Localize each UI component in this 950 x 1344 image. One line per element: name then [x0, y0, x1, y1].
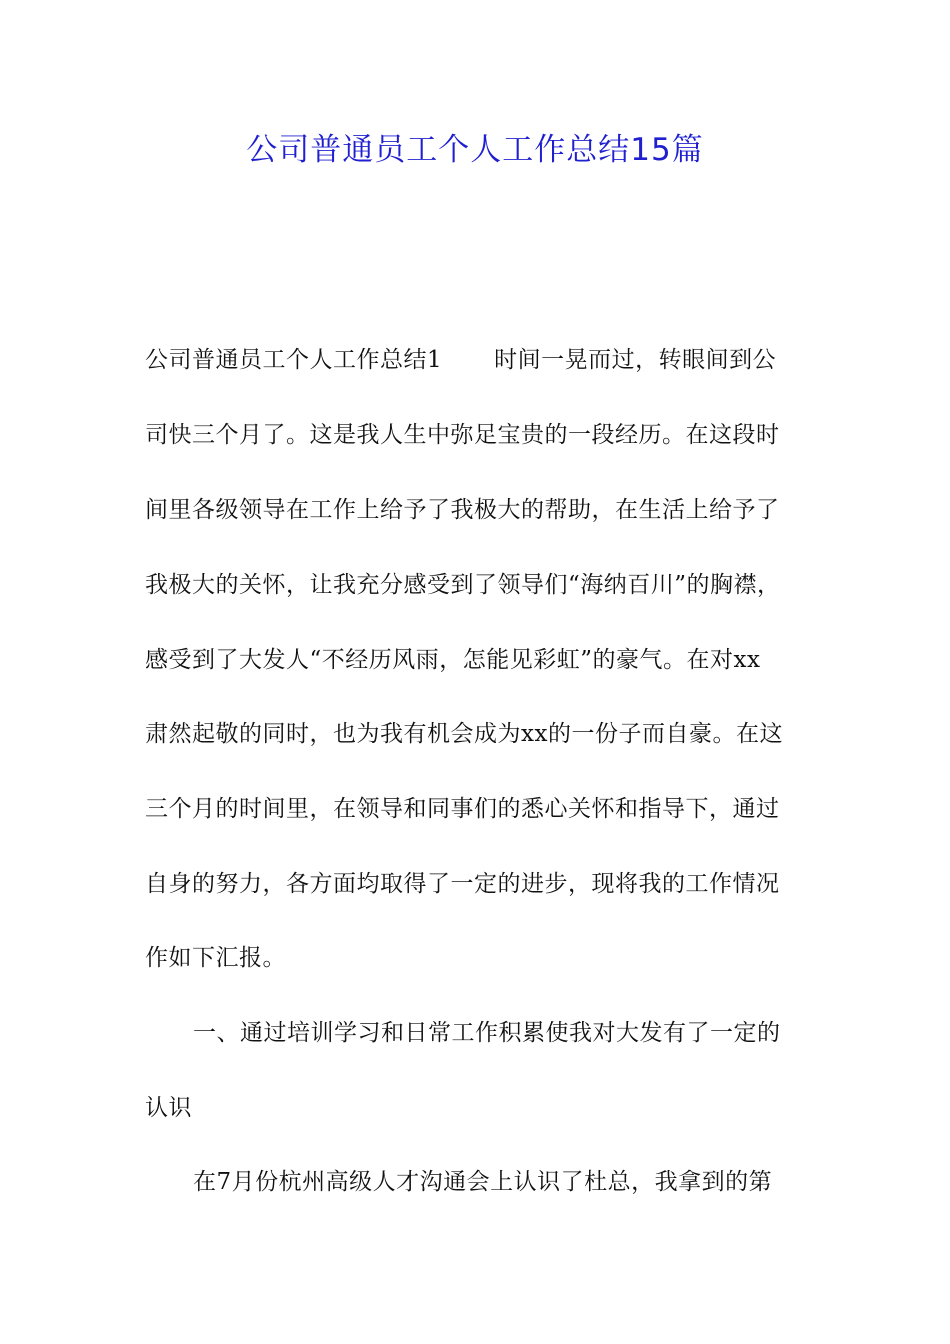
section-heading: 一、通过培训学习和日常工作积累使我对大发有了一定的	[193, 1020, 781, 1046]
paragraph-line: 在7月份杭州高级人才沟通会上认识了杜总，我拿到的第	[193, 1169, 773, 1195]
text-line-3: 间里各级领导在工作上给予了我极大的帮助，在生活上给予了	[145, 497, 780, 523]
text-line-2: 司快三个月了。这是我人生中弥足宝贵的一段经历。在这段时	[145, 422, 780, 448]
text-line-4: 我极大的关怀，让我充分感受到了领导们“海纳百川”的胸襟，	[145, 572, 781, 598]
text-line-9: 作如下汇报。	[145, 945, 286, 971]
text-line-6: 肃然起敬的同时，也为我有机会成为xx的一份子而自豪。在这	[145, 721, 783, 747]
section-heading-continued: 认识	[145, 1095, 192, 1121]
document-title: 公司普通员工个人工作总结15篇	[246, 132, 704, 168]
text-line-1	[145, 344, 835, 376]
section-heading-inline: 公司普通员工个人工作总结1	[145, 347, 443, 373]
text-line-5: 感受到了大发人“不经历风雨，怎能见彩虹”的豪气。在对xx	[145, 647, 761, 673]
text-line-7: 三个月的时间里，在领导和同事们的悉心关怀和指导下，通过	[145, 796, 780, 822]
text-line-8: 自身的努力，各方面均取得了一定的进步，现将我的工作情况	[145, 871, 780, 897]
paragraph-start: 时间一晃而过，转眼间到公	[494, 347, 777, 373]
